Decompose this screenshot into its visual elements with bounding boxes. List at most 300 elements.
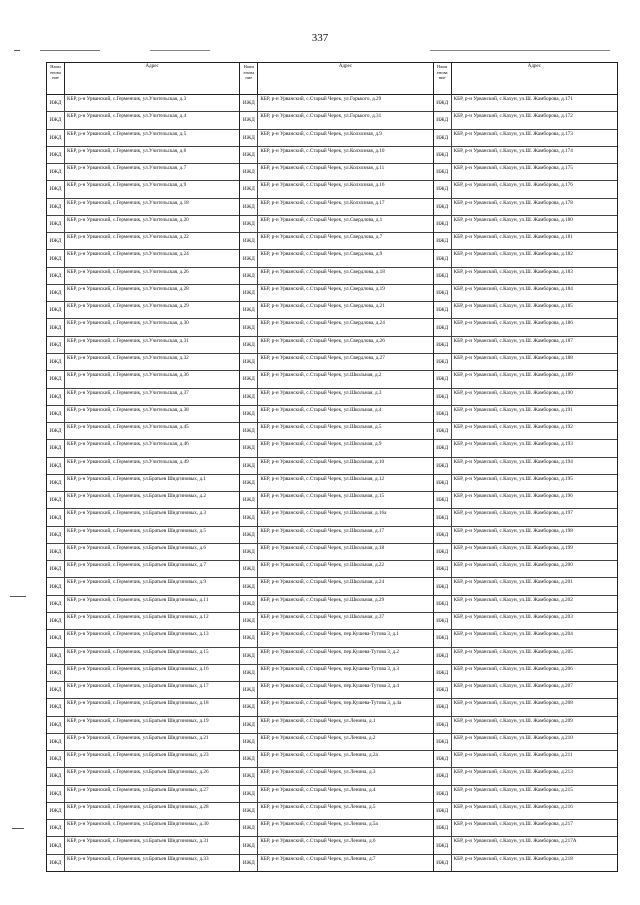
row-address: КБР, р-н Урванский, с.Кахун, ул.Ш. Жамборова, д.204 — [453, 631, 573, 638]
row-address: КБР, р-н Урванский, с.Старый Черек, ул.Свердлова, д.18 — [260, 268, 385, 275]
table-row — [240, 613, 432, 630]
row-address: КБР, р-н Урванский, с.Герменчик, ул.Братьев Шидгиновых, д.2 — [67, 493, 207, 500]
row-address: КБР, р-н Урванский, с.Старый Черек, ул.Школьная, д.10 — [260, 458, 385, 465]
table-row — [240, 751, 432, 768]
row-type: ИЖД — [47, 527, 65, 543]
table-row — [434, 527, 617, 544]
table-row — [47, 112, 239, 129]
row-type: ИЖД — [434, 164, 452, 180]
row-type: ИЖД — [47, 509, 65, 525]
table-row — [434, 699, 617, 716]
table-row — [240, 233, 432, 250]
table-row — [47, 855, 239, 871]
table-row — [47, 268, 239, 285]
row-address: КБР, р-н Урванский, с.Герменчик, ул.Учительская, д.30 — [67, 320, 189, 327]
table-row — [434, 561, 617, 578]
row-type: ИЖД — [434, 492, 452, 508]
row-type: ИЖД — [47, 855, 65, 871]
row-type: ИЖД — [434, 268, 452, 284]
row-address: КБР, р-н Урванский, с.Кахун, ул.Ш. Жамборова, д.215 — [453, 786, 573, 793]
table-row — [47, 837, 239, 854]
row-address: КБР, р-н Урванский, с.Старый Черек, ул.Школьная, д.22 — [260, 562, 385, 569]
row-type: ИЖД — [240, 682, 258, 698]
row-address: КБР, р-н Урванский, с.Герменчик, ул.Учительская, д.46 — [67, 441, 189, 448]
row-address: КБР, р-н Урванский, с.Герменчик, ул.Братьев Шидгиновых, д.3 — [67, 510, 207, 517]
table-row — [47, 768, 239, 785]
row-type: ИЖД — [47, 319, 65, 335]
row-address: КБР, р-н Урванский, с.Старый Черек, ул.Школьная, д.3 — [260, 389, 382, 396]
row-address: КБР, р-н Урванский, с.Герменчик, ул.Учительская, д.18 — [67, 199, 189, 206]
row-address: КБР, р-н Урванский, с.Кахун, ул.Ш. Жамборова, д.207 — [453, 683, 573, 690]
row-address: КБР, р-н Урванский, с.Герменчик, ул.Учительская, д.49 — [67, 458, 189, 465]
row-type: ИЖД — [240, 337, 258, 353]
table-row — [47, 458, 239, 475]
row-address: КБР, р-н Урванский, с.Герменчик, ул.Братьев Шидгиновых, д.31 — [67, 838, 209, 845]
table-row — [47, 337, 239, 354]
row-address: КБР, р-н Урванский, с.Герменчик, ул.Братьев Шидгиновых, д.26 — [67, 769, 209, 776]
row-type: ИЖД — [240, 130, 258, 146]
table-row — [47, 354, 239, 371]
row-type: ИЖД — [240, 544, 258, 560]
table-row — [47, 406, 239, 423]
row-type: ИЖД — [240, 613, 258, 629]
table-row — [240, 717, 432, 734]
table-row — [240, 855, 432, 871]
row-address: КБР, р-н Урванский, с.Герменчик, ул.Учительская, д.9 — [67, 182, 187, 189]
row-type: ИЖД — [47, 440, 65, 456]
table-row — [47, 699, 239, 716]
table-row — [47, 216, 239, 233]
row-address: КБР, р-н Урванский, с.Герменчик, ул.Учительская, д.24 — [67, 251, 189, 258]
row-type: ИЖД — [47, 820, 65, 836]
row-type: ИЖД — [240, 527, 258, 543]
row-type: ИЖД — [434, 233, 452, 249]
table-row — [434, 544, 617, 561]
row-address: КБР, р-н Урванский, с.Кахун, ул.Ш. Жамборова, д.186 — [453, 320, 573, 327]
header-name: Наим енова ние — [240, 63, 258, 94]
table-row — [240, 578, 432, 595]
row-type: ИЖД — [240, 561, 258, 577]
row-address: КБР, р-н Урванский, с.Старый Черек, ул.Школьная, д.24 — [260, 579, 385, 586]
table-row — [434, 319, 617, 336]
row-type: ИЖД — [240, 268, 258, 284]
row-type: ИЖД — [47, 268, 65, 284]
table-row — [240, 786, 432, 803]
row-address: КБР, р-н Урванский, с.Герменчик, ул.Учительская, д.38 — [67, 406, 189, 413]
table-row — [434, 440, 617, 457]
row-address: КБР, р-н Урванский, с.Герменчик, ул.Братьев Шидгиновых, д.27 — [67, 786, 209, 793]
table-row — [47, 130, 239, 147]
table-row — [47, 164, 239, 181]
row-type: ИЖД — [434, 544, 452, 560]
row-address: КБР, р-н Урванский, с.Кахун, ул.Ш. Жамборова, д.188 — [453, 354, 573, 361]
row-type: ИЖД — [240, 233, 258, 249]
row-address: КБР, р-н Урванский, с.Герменчик, ул.Учительская, д.29 — [67, 303, 189, 310]
row-type: ИЖД — [240, 319, 258, 335]
table-row — [240, 302, 432, 319]
row-address: КБР, р-н Урванский, с.Старый Черек, ул.Школьная, д.2 — [260, 372, 382, 379]
row-type: ИЖД — [47, 751, 65, 767]
table-row — [434, 458, 617, 475]
row-type: ИЖД — [240, 768, 258, 784]
table-row — [434, 492, 617, 509]
table-row — [434, 630, 617, 647]
row-type: ИЖД — [47, 596, 65, 612]
row-type: ИЖД — [434, 509, 452, 525]
row-type: ИЖД — [47, 717, 65, 733]
row-address: КБР, р-н Урванский, с.Кахун, ул.Ш. Жамборова, д.217 — [453, 821, 573, 828]
row-type: ИЖД — [240, 440, 258, 456]
table-row — [240, 337, 432, 354]
row-type: ИЖД — [240, 181, 258, 197]
table-row — [434, 233, 617, 250]
table-row — [434, 371, 617, 388]
table-row — [240, 768, 432, 785]
table-row — [434, 216, 617, 233]
row-address: КБР, р-н Урванский, с.Кахун, ул.Ш. Жамборова, д.184 — [453, 285, 573, 292]
row-type: ИЖД — [240, 164, 258, 180]
row-address: КБР, р-н Урванский, с.Старый Черек, ул.Свердлова, д.27 — [260, 354, 385, 361]
table-row — [434, 112, 617, 129]
row-type: ИЖД — [434, 527, 452, 543]
row-type: ИЖД — [434, 613, 452, 629]
table-row — [47, 199, 239, 216]
row-address: КБР, р-н Урванский, с.Герменчик, ул.Учительская, д.6 — [67, 147, 187, 154]
row-address: КБР, р-н Урванский, с.Герменчик, ул.Учительская, д.45 — [67, 424, 189, 431]
row-address: КБР, р-н Урванский, с.Кахун, ул.Ш. Жамборова, д.181 — [453, 234, 573, 241]
row-address: КБР, р-н Урванский, с.Старый Черек, ул.Ленина, д.3 — [260, 769, 376, 776]
row-address: КБР, р-н Урванский, с.Герменчик, ул.Братьев Шидгиновых, д.7 — [67, 562, 207, 569]
row-address: КБР, р-н Урванский, с.Кахун, ул.Ш. Жамборова, д.195 — [453, 475, 573, 482]
row-type: ИЖД — [47, 699, 65, 715]
row-address: КБР, р-н Урванский, с.Герменчик, ул.Братьев Шидгиновых, д.1 — [67, 475, 207, 482]
row-address: КБР, р-н Урванский, с.Кахун, ул.Ш. Жамборова, д.187 — [453, 337, 573, 344]
row-address: КБР, р-н Урванский, с.Герменчик, ул.Учительская, д.22 — [67, 234, 189, 241]
row-address: КБР, р-н Урванский, с.Герменчик, ул.Учительская, д.4 — [67, 113, 187, 120]
row-address: КБР, р-н Урванский, с.Кахун, ул.Ш. Жамборова, д.210 — [453, 734, 573, 741]
table-row — [47, 147, 239, 164]
row-type: ИЖД — [240, 475, 258, 491]
row-address: КБР, р-н Урванский, с.Старый Черек, ул.Горького, д.31 — [260, 113, 382, 120]
table-row — [47, 544, 239, 561]
row-address: КБР, р-н Урванский, с.Герменчик, ул.Братьев Шидгиновых, д.15 — [67, 648, 209, 655]
row-address: КБР, р-н Урванский, с.Старый Черек, ул.Школьная, д.37 — [260, 613, 385, 620]
table-row — [434, 250, 617, 267]
row-type: ИЖД — [434, 199, 452, 215]
row-type: ИЖД — [47, 803, 65, 819]
row-address: КБР, р-н Урванский, с.Кахун, ул.Ш. Жамборова, д.198 — [453, 527, 573, 534]
row-address: КБР, р-н Урванский, с.Герменчик, ул.Братьев Шидгиновых, д.9 — [67, 579, 207, 586]
table-row — [47, 509, 239, 526]
row-type: ИЖД — [434, 371, 452, 387]
row-type: ИЖД — [47, 233, 65, 249]
row-address: КБР, р-н Урванский, с.Старый Черек, ул.Школьная, д.18 — [260, 544, 385, 551]
row-type: ИЖД — [434, 354, 452, 370]
row-address: КБР, р-н Урванский, с.Кахун, ул.Ш. Жамборова, д.208 — [453, 700, 573, 707]
table-row — [240, 147, 432, 164]
row-type: ИЖД — [47, 544, 65, 560]
table-row — [240, 734, 432, 751]
table-column-2 — [240, 63, 433, 871]
table-rows — [47, 95, 239, 871]
table-row — [47, 475, 239, 492]
row-type: ИЖД — [47, 561, 65, 577]
row-address: КБР, р-н Урванский, с.Кахун, ул.Ш. Жамборова, д.182 — [453, 251, 573, 258]
row-address: КБР, р-н Урванский, с.Старый Черек, ул.Колхозная, д.17 — [260, 199, 385, 206]
row-type: ИЖД — [434, 147, 452, 163]
row-type: ИЖД — [240, 820, 258, 836]
row-address: КБР, р-н Урванский, с.Старый Черек, ул.Колхозная, д.16 — [260, 182, 385, 189]
row-address: КБР, р-н Урванский, с.Старый Черек, ул.Горького, д.29 — [260, 96, 382, 102]
row-type: ИЖД — [434, 112, 452, 128]
row-address: КБР, р-н Урванский, с.Кахун, ул.Ш. Жамборова, д.209 — [453, 717, 573, 724]
row-address: КБР, р-н Урванский, с.Кахун, ул.Ш. Жамборова, д.213 — [453, 769, 573, 776]
table-row — [240, 354, 432, 371]
row-address: КБР, р-н Урванский, с.Кахун, ул.Ш. Жамборова, д.218 — [453, 855, 573, 862]
row-type: ИЖД — [240, 354, 258, 370]
row-type: ИЖД — [434, 786, 452, 802]
row-type: ИЖД — [47, 682, 65, 698]
row-address: КБР, р-н Урванский, с.Старый Черек, ул.Школьная, д.29 — [260, 596, 385, 603]
scan-mark — [14, 50, 20, 51]
row-type: ИЖД — [240, 147, 258, 163]
row-type: ИЖД — [47, 630, 65, 646]
table-row — [47, 734, 239, 751]
row-type: ИЖД — [47, 250, 65, 266]
row-address: КБР, р-н Урванский, с.Кахун, ул.Ш. Жамборова, д.206 — [453, 665, 573, 672]
row-address: КБР, р-н Урванский, с.Кахун, ул.Ш. Жамборова, д.203 — [453, 613, 573, 620]
row-type: ИЖД — [434, 458, 452, 474]
row-address: КБР, р-н Урванский, с.Кахун, ул.Ш. Жамборова, д.200 — [453, 562, 573, 569]
row-address: КБР, р-н Урванский, с.Кахун, ул.Ш. Жамборова, д.205 — [453, 648, 573, 655]
row-type: ИЖД — [240, 786, 258, 802]
table-row — [434, 147, 617, 164]
row-type: ИЖД — [240, 492, 258, 508]
table-row — [47, 803, 239, 820]
row-type: ИЖД — [434, 578, 452, 594]
row-type: ИЖД — [240, 302, 258, 318]
table-row — [434, 786, 617, 803]
row-address: КБР, р-н Урванский, с.Старый Черек, ул.Школьная, д.16а — [260, 510, 387, 517]
table-row — [47, 423, 239, 440]
row-address: КБР, р-н Урванский, с.Герменчик, ул.Учительская, д.36 — [67, 372, 189, 379]
scan-mark — [430, 50, 610, 51]
row-address: КБР, р-н Урванский, с.Кахун, ул.Ш. Жамборова, д.216 — [453, 803, 573, 810]
row-address: КБР, р-н Урванский, с.Старый Черек, ул.Свердлова, д.21 — [260, 303, 385, 310]
row-type: ИЖД — [434, 751, 452, 767]
table-row — [240, 561, 432, 578]
row-type: ИЖД — [434, 855, 452, 871]
row-address: КБР, р-н Урванский, с.Кахун, ул.Ш. Жамборова, д.193 — [453, 441, 573, 448]
table-column-3 — [434, 63, 617, 871]
row-type: ИЖД — [47, 337, 65, 353]
row-address: КБР, р-н Урванский, с.Старый Черек, пер.Кушева-Тутова 3, д.2 — [260, 648, 400, 655]
table-row — [434, 475, 617, 492]
row-type: ИЖД — [47, 492, 65, 508]
table-row — [434, 803, 617, 820]
row-type: ИЖД — [240, 199, 258, 215]
table-row — [434, 389, 617, 406]
row-type: ИЖД — [240, 285, 258, 301]
table-header — [434, 63, 617, 95]
row-address: КБР, р-н Урванский, с.Кахун, ул.Ш. Жамборова, д.180 — [453, 216, 573, 223]
row-type: ИЖД — [434, 682, 452, 698]
table-row — [434, 337, 617, 354]
header-name: Наим енова ние — [47, 63, 65, 94]
row-address: КБР, р-н Урванский, с.Старый Черек, ул.Ленина, д.2 — [260, 734, 376, 741]
table-row — [240, 458, 432, 475]
row-address: КБР, р-н Урванский, с.Кахун, ул.Ш. Жамборова, д.171 — [453, 96, 573, 102]
row-address: КБР, р-н Урванский, с.Старый Черек, ул.Свердлова, д.1 — [260, 216, 383, 223]
row-type: ИЖД — [47, 130, 65, 146]
table-row — [434, 509, 617, 526]
table-row — [240, 527, 432, 544]
table-row — [240, 423, 432, 440]
table-header — [47, 63, 239, 95]
row-address: КБР, р-н Урванский, с.Кахун, ул.Ш. Жамборова, д.176 — [453, 182, 573, 189]
row-address: КБР, р-н Урванский, с.Старый Черек, пер.Кушева-Тутова 3, д.4 — [260, 683, 400, 690]
row-type: ИЖД — [240, 578, 258, 594]
row-address: КБР, р-н Урванский, с.Старый Черек, ул.Ленина, д.5 — [260, 803, 376, 810]
table-row — [240, 216, 432, 233]
table-row — [434, 181, 617, 198]
row-address: КБР, р-н Урванский, с.Кахун, ул.Ш. Жамборова, д.211 — [453, 752, 573, 759]
row-type: ИЖД — [434, 596, 452, 612]
row-type: ИЖД — [434, 665, 452, 681]
row-address: КБР, р-н Урванский, с.Герменчик, ул.Братьев Шидгиновых, д.19 — [67, 717, 209, 724]
row-address: КБР, р-н Урванский, с.Кахун, ул.Ш. Жамборова, д.175 — [453, 165, 573, 172]
row-type: ИЖД — [240, 112, 258, 128]
row-type: ИЖД — [240, 751, 258, 767]
table-row — [240, 648, 432, 665]
row-type: ИЖД — [434, 181, 452, 197]
row-address: КБР, р-н Урванский, с.Кахун, ул.Ш. Жамборова, д.183 — [453, 268, 573, 275]
scan-mark — [10, 596, 26, 597]
table-row — [434, 648, 617, 665]
row-address: КБР, р-н Урванский, с.Старый Черек, ул.Свердлова, д.19 — [260, 285, 385, 292]
row-type: ИЖД — [47, 181, 65, 197]
row-address: КБР, р-н Урванский, с.Старый Черек, ул.Ленина, д.2а — [260, 752, 378, 759]
table-header — [240, 63, 432, 95]
row-type: ИЖД — [434, 406, 452, 422]
table-column-1 — [47, 63, 240, 871]
table-row — [240, 544, 432, 561]
row-type: ИЖД — [47, 423, 65, 439]
table-row — [47, 285, 239, 302]
row-type: ИЖД — [240, 250, 258, 266]
scan-mark — [40, 50, 100, 51]
row-address: КБР, р-н Урванский, с.Старый Черек, пер.Кушева-Тутова 3, д.3 — [260, 665, 400, 672]
row-type: ИЖД — [240, 389, 258, 405]
table-row — [434, 130, 617, 147]
table-row — [47, 250, 239, 267]
row-type: ИЖД — [434, 250, 452, 266]
table-row — [47, 820, 239, 837]
row-type: ИЖД — [47, 216, 65, 232]
table-row — [47, 613, 239, 630]
row-type: ИЖД — [240, 406, 258, 422]
table-row — [47, 440, 239, 457]
row-type: ИЖД — [434, 130, 452, 146]
table-row — [240, 440, 432, 457]
table-row — [434, 855, 617, 871]
table-row — [240, 250, 432, 267]
row-type: ИЖД — [434, 440, 452, 456]
row-type: ИЖД — [47, 389, 65, 405]
table-row — [240, 682, 432, 699]
row-address: КБР, р-н Урванский, с.Герменчик, ул.Учительская, д.32 — [67, 354, 189, 361]
row-address: КБР, р-н Урванский, с.Кахун, ул.Ш. Жамборова, д.178 — [453, 199, 573, 206]
table-row — [434, 354, 617, 371]
row-address: КБР, р-н Урванский, с.Кахун, ул.Ш. Жамборова, д.201 — [453, 579, 573, 586]
row-address: КБР, р-н Урванский, с.Старый Черек, ул.Школьная, д.4 — [260, 406, 382, 413]
row-address: КБР, р-н Урванский, с.Кахун, ул.Ш. Жамборова, д.197 — [453, 510, 573, 517]
table-row — [434, 164, 617, 181]
row-address: КБР, р-н Урванский, с.Герменчик, ул.Братьев Шидгиновых, д.11 — [67, 596, 209, 603]
row-address: КБР, р-н Урванский, с.Кахун, ул.Ш. Жамборова, д.190 — [453, 389, 573, 396]
row-type: ИЖД — [47, 648, 65, 664]
row-address: КБР, р-н Урванский, с.Старый Черек, ул.Свердлова, д.7 — [260, 234, 383, 241]
table-row — [240, 665, 432, 682]
table-row — [240, 268, 432, 285]
table-row — [434, 285, 617, 302]
table-row — [240, 319, 432, 336]
row-type: ИЖД — [240, 699, 258, 715]
row-type: ИЖД — [240, 665, 258, 681]
row-type: ИЖД — [434, 820, 452, 836]
row-type: ИЖД — [47, 768, 65, 784]
table-row — [47, 561, 239, 578]
row-type: ИЖД — [47, 164, 65, 180]
row-type: ИЖД — [434, 699, 452, 715]
row-type: ИЖД — [240, 216, 258, 232]
row-address: КБР, р-н Урванский, с.Старый Черек, ул.Свердлова, д.24 — [260, 320, 385, 327]
row-address: КБР, р-н Урванский, с.Герменчик, ул.Учительская, д.28 — [67, 285, 189, 292]
row-type: ИЖД — [240, 630, 258, 646]
row-type: ИЖД — [434, 717, 452, 733]
row-type: ИЖД — [47, 734, 65, 750]
table-row — [240, 596, 432, 613]
table-row — [47, 665, 239, 682]
row-address: КБР, р-н Урванский, с.Кахун, ул.Ш. Жамборова, д.189 — [453, 372, 573, 379]
table-row — [240, 285, 432, 302]
table-row — [47, 302, 239, 319]
row-address: КБР, р-н Урванский, с.Кахун, ул.Ш. Жамборова, д.174 — [453, 147, 573, 154]
row-address: КБР, р-н Урванский, с.Герменчик, ул.Учительская, д.20 — [67, 216, 189, 223]
table-row — [240, 181, 432, 198]
table-row — [434, 268, 617, 285]
table-row — [240, 492, 432, 509]
row-type: ИЖД — [47, 285, 65, 301]
table-row — [47, 751, 239, 768]
row-type: ИЖД — [240, 371, 258, 387]
row-address: КБР, р-н Урванский, с.Герменчик, ул.Братьев Шидгиновых, д.21 — [67, 734, 209, 741]
table-row — [47, 492, 239, 509]
row-type: ИЖД — [47, 578, 65, 594]
row-address: КБР, р-н Урванский, с.Герменчик, ул.Учительская, д.3 — [67, 96, 187, 102]
row-address: КБР, р-н Урванский, с.Старый Черек, ул.Колхозная, д.10 — [260, 147, 385, 154]
header-address: Адрес — [527, 64, 541, 69]
table-row — [47, 717, 239, 734]
table-row — [434, 751, 617, 768]
row-type: ИЖД — [434, 302, 452, 318]
row-type: ИЖД — [47, 475, 65, 491]
row-address: КБР, р-н Урванский, с.Герменчик, ул.Братьев Шидгиновых, д.18 — [67, 700, 209, 707]
table-row — [240, 95, 432, 112]
row-type: ИЖД — [240, 509, 258, 525]
table-row — [47, 786, 239, 803]
row-type: ИЖД — [47, 199, 65, 215]
